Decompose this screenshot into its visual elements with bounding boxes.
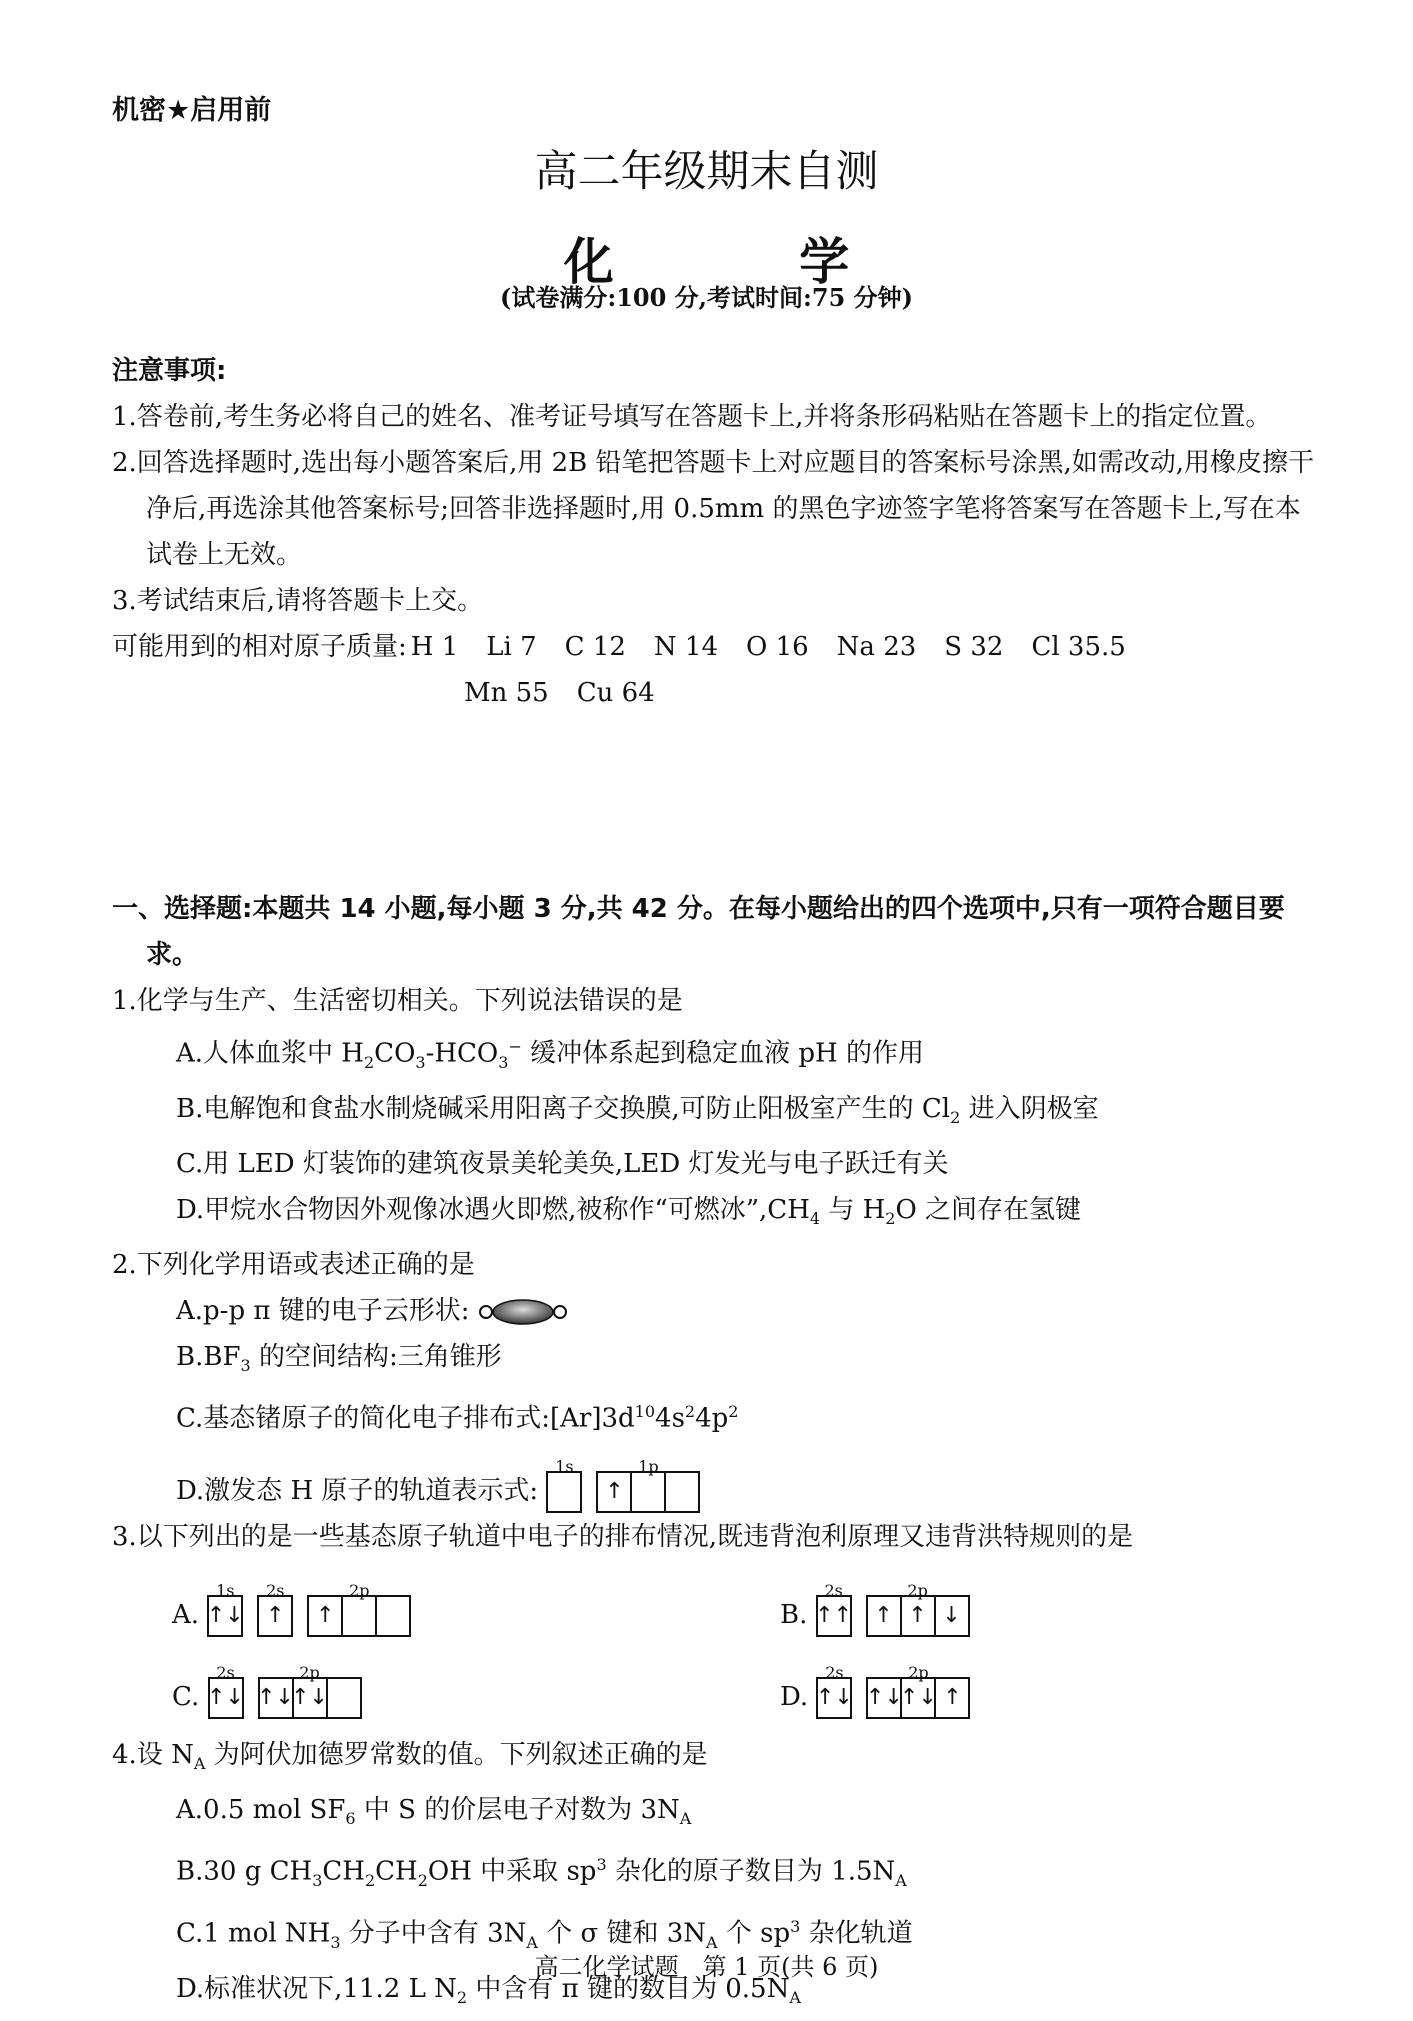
notice-heading: 注意事项:: [112, 356, 227, 386]
option-b: $B.BF_3$ 的空间结构:三角锥形: [176, 1342, 502, 1376]
option-c: C.用 LED 灯装饰的建筑夜景美轮美奂,LED 灯发光与电子跃迁有关: [176, 1149, 949, 1180]
question-stem: 2.下列化学用语或表述正确的是: [112, 1250, 475, 1281]
exam-title: 高二年级期末自测: [534, 147, 879, 197]
mass-item: Li 7: [486, 632, 537, 662]
exam-info: (试卷满分:100 分,考试时间:75 分钟): [500, 283, 913, 312]
option-c: C.1 mol $NH_3$ 分子中含有 $3N_A$ 个 σ 键和 $3N_A$ 个 $sp^3$ 杂化轨道: [176, 1917, 913, 1953]
mass-label: 可能用到的相对原子质量:: [112, 632, 407, 662]
option-b: B.电解饱和食盐水制烧碱采用阳离子交换膜,可防止阳极室产生的 $Cl_2$ 进入阴极室: [176, 1093, 1099, 1128]
orbital-1s: 1s: [546, 1468, 582, 1514]
mass-item: O 16: [746, 632, 809, 662]
notice-item: 2.回答选择题时,选出每小题答案后,用 2B 铅笔把答题卡上对应题目的答案标号涂黑,如需改动,用橡皮擦干净后,再选涂其他答案标号;回答非选择题时,用 0.5mm 的黑色字迹签字笔将答案写在答题卡上,写在本试卷上无效。: [112, 448, 1315, 570]
option-d: D.激发态 H 原子的轨道表示式: 1s 1p ↑: [112, 1468, 1322, 1514]
atomic-masses: [112, 624, 1322, 670]
option-a: A. 1s ↑↓ 2s ↑ 2p ↑: [172, 1592, 425, 1638]
question-1: [112, 978, 1322, 1242]
option-b: B.30 g $CH_3CH_2CH_2OH$ 中采取 $sp^3$ 杂化的原子数目为 $1.5N_A$: [176, 1855, 907, 1891]
notice-item: 3.考试结束后,请将答题卡上交。: [112, 586, 484, 616]
question-2: [112, 1242, 1322, 1514]
atomic-masses-2: [112, 670, 1322, 716]
option-a: A.人体血浆中 $H_2CO_3-HCO_3^-$ 缓冲体系起到稳定血液 pH 的作用: [176, 1037, 924, 1072]
confidential-label: 机密★启用前: [112, 95, 272, 126]
option-c: C.基态锗原子的简化电子排布式$:[Ar]3d^{10}4s^24p^2$: [176, 1402, 739, 1435]
q3-row-ab: [112, 1560, 1322, 1646]
mass-item: S 32: [944, 632, 1004, 662]
mass-item: C 12: [564, 632, 626, 662]
page-footer: 高二化学试题 第 1 页(共 6 页): [534, 1953, 879, 1981]
subject-title: 化 学: [563, 232, 934, 291]
mass-item: H 1: [410, 632, 459, 662]
mass-item: Cl 35.5: [1031, 632, 1126, 662]
option-a: A.0.5 mol $SF_6$ 中 S 的价层电子对数为 $3N_A$: [176, 1795, 692, 1829]
option-d: D.甲烷水合物因外观像冰遇火即燃,被称作“可燃冰$”,CH_4$ 与 $H_2O$ 之间存在氢键: [176, 1195, 1082, 1229]
mass-item: N 14: [653, 632, 718, 662]
question-3: [112, 1514, 1322, 1732]
option-a: A.p-p π 键的电子云形状:: [112, 1288, 1322, 1334]
pi-bond-cloud-image: [478, 1297, 568, 1327]
option-d: D. 2s ↑↓ 2p ↑↓ ↑↓ ↑: [780, 1674, 984, 1720]
option-d: D.标准状况下,11.2 L $N_2$ 中含有 π 键的数目为 $0.5N_A$: [176, 1974, 801, 2008]
q3-row-cd: [112, 1646, 1322, 1732]
mass-item: Cu 64: [576, 678, 655, 708]
section-heading: 一、选择题:本题共 14 小题,每小题 3 分,共 42 分。在每小题给出的四个选项中,只有一项符合题目要求。: [112, 894, 1285, 970]
question-stem: 1.化学与生产、生活密切相关。下列说法错误的是: [112, 986, 683, 1016]
mass-item: Mn 55: [464, 678, 549, 708]
question-stem: 4.设 $N_A$ 为阿伏加德罗常数的值。下列叙述正确的是: [112, 1740, 708, 1774]
question-stem: 3.以下列出的是一些基态原子轨道中电子的排布情况,既违背泡利原理又违背洪特规则的是: [112, 1522, 1134, 1553]
orbital-1p: 1p ↑: [596, 1468, 700, 1514]
section-one: [112, 886, 1322, 2021]
notice-item: 1.答卷前,考生务必将自己的姓名、准考证号填写在答题卡上,并将条形码粘贴在答题卡上的指定位置。: [112, 402, 1272, 432]
mass-item: Na 23: [836, 632, 917, 662]
notice-section: [112, 348, 1322, 716]
option-c: C. 2s ↑↓ 2p ↑↓ ↑↓: [172, 1674, 376, 1720]
option-b: B. 2s ↑↑ 2p ↑ ↑ ↓: [780, 1592, 984, 1638]
